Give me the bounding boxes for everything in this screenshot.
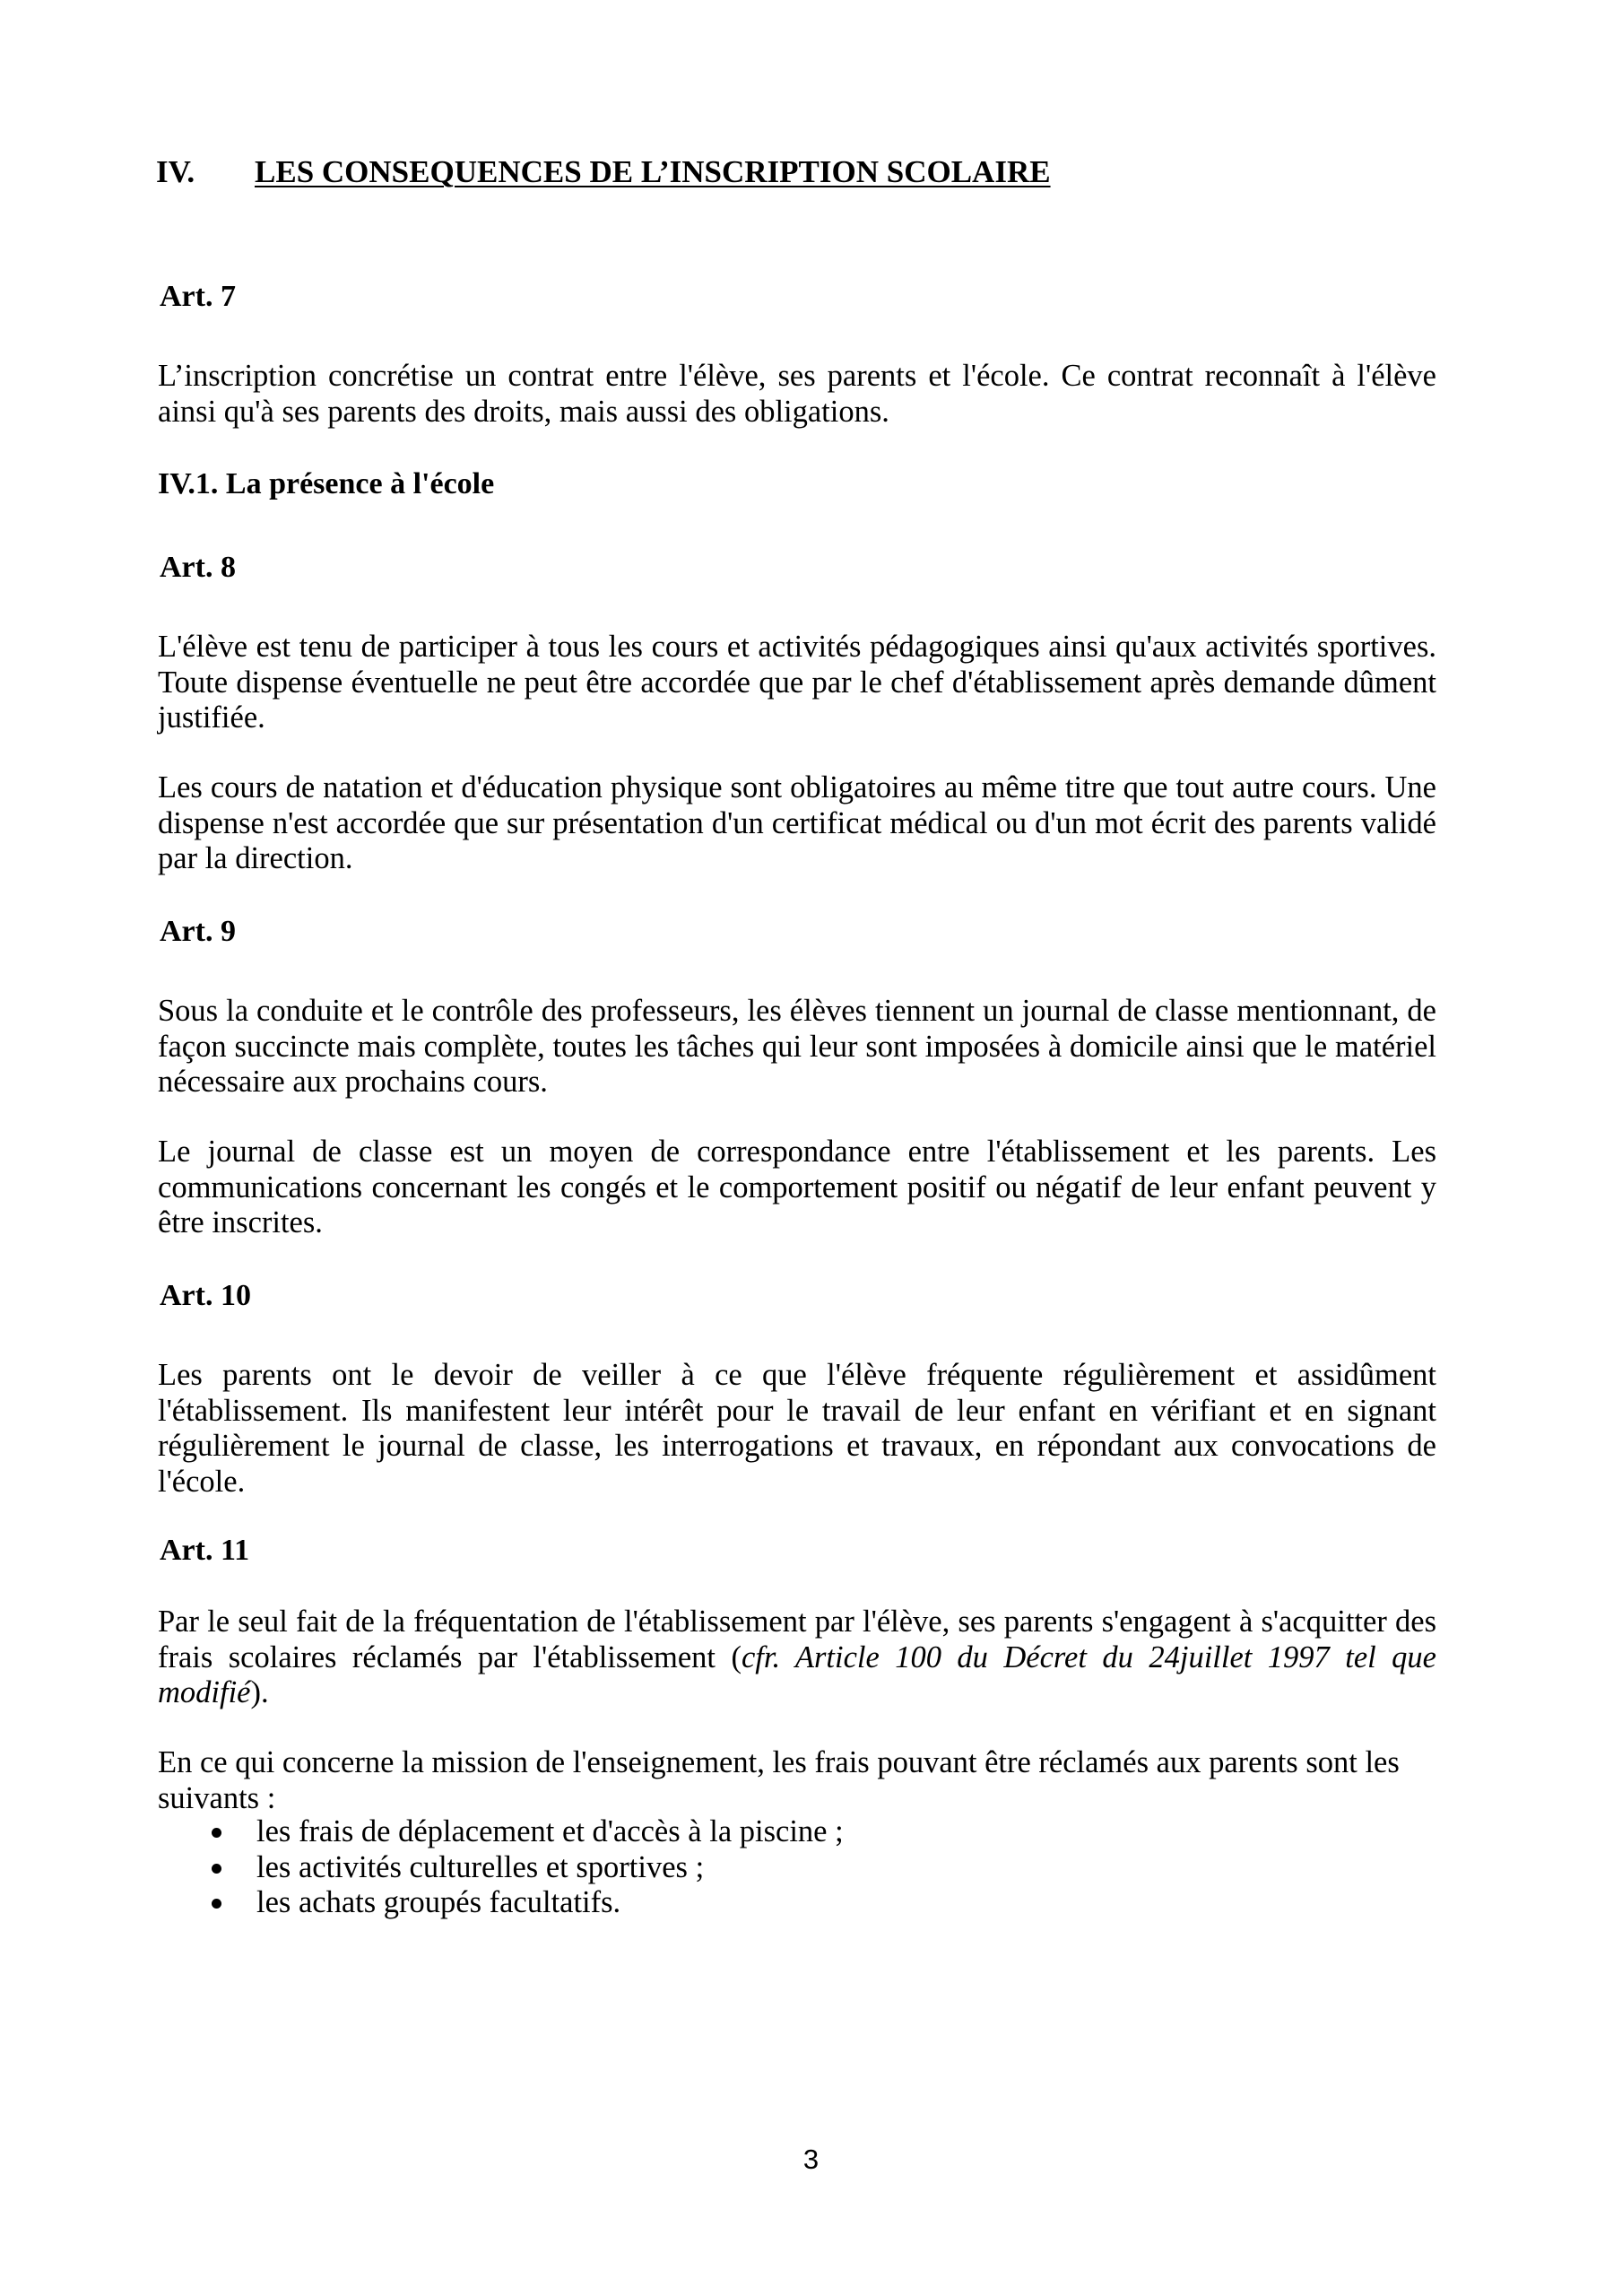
- article-9-paragraph-1: Sous la conduite et le contrôle des professeurs, les élèves tiennent un journal de classe mentionnant, de façon succincte mais complète, toutes les tâches qui leur sont imposées à domicile ainsi que le matériel nécessaire aux prochains cours.: [158, 994, 1436, 1099]
- article-9-paragraph-2: Le journal de classe est un moyen de correspondance entre l'établissement et les parents. Les communications concernant les congés et le comportement positif ou négatif de leur enfant peuvent y être inscrites.: [158, 1135, 1436, 1239]
- list-item-text: les achats groupés facultatifs.: [256, 1885, 621, 1919]
- list-item-text: les frais de déplacement et d'accès à la piscine ;: [256, 1814, 844, 1848]
- section-heading: [156, 154, 1051, 190]
- list-item-text: les activités culturelles et sportives ;: [256, 1849, 705, 1884]
- list-item: [158, 1850, 844, 1886]
- article-7-label: Art. 7: [160, 280, 236, 313]
- article-10-label: Art. 10: [160, 1279, 251, 1312]
- section-number: IV.: [156, 154, 195, 189]
- article-10-paragraph: Les parents ont le devoir de veiller à ce que l'élève fréquente régulièrement et assidûment l'établissement. Ils manifestent leur intérêt pour le travail de leur enfant en vérifiant et en signant régulièrement le journal de classe, les interrogations et travaux, en répondant aux convocations de l'école.: [158, 1358, 1436, 1499]
- article-8-paragraph-2: Les cours de natation et d'éducation physique sont obligatoires au même titre que tout autre cours. Une dispense n'est accordée que sur présentation d'un certificat médical ou d'un mot écrit des parents validé par la direction.: [158, 770, 1436, 875]
- bullet-icon: [212, 1899, 221, 1909]
- decree-citation: cfr. Article 100 du Décret du 24juillet 1997 tel que modifié: [158, 1639, 1436, 1709]
- article-7-paragraph: L’inscription concrétise un contrat entre l'élève, ses parents et l'école. Ce contrat reconnaît à l'élève ainsi qu'à ses parents des droits, mais aussi des obligations.: [158, 359, 1436, 429]
- article-9-label: Art. 9: [160, 915, 236, 948]
- article-11-paragraph-1-text: Par le seul fait de la fréquentation de l'établissement par l'élève, ses parents s'engagent à s'acquitter des frais scolaires réclamés par l'établissement (: [158, 1605, 1436, 1674]
- page-number: 3: [802, 2144, 820, 2175]
- list-item: [158, 1885, 844, 1921]
- fees-list: [158, 1814, 844, 1921]
- subsection-heading: IV.1. La présence à l'école: [158, 467, 495, 500]
- list-item: [158, 1814, 844, 1850]
- bullet-icon: [212, 1864, 221, 1874]
- article-11-label: Art. 11: [160, 1534, 250, 1567]
- section-title: LES CONSEQUENCES DE L’INSCRIPTION SCOLAIRE: [255, 154, 1051, 189]
- article-8-label: Art. 8: [160, 551, 236, 584]
- article-8-paragraph-1: L'élève est tenu de participer à tous les cours et activités pédagogiques ainsi qu'aux activités sportives. Toute dispense éventuelle ne peut être accordée que par le chef d'établissement après demande dûment justifiée.: [158, 630, 1436, 735]
- bullet-icon: [212, 1828, 221, 1838]
- article-11-paragraph-1: [158, 1605, 1436, 1711]
- article-11-paragraph-2: En ce qui concerne la mission de l'enseignement, les frais pouvant être réclamés aux parents sont les suivants :: [158, 1745, 1400, 1815]
- article-11-paragraph-1-end: ).: [250, 1675, 269, 1709]
